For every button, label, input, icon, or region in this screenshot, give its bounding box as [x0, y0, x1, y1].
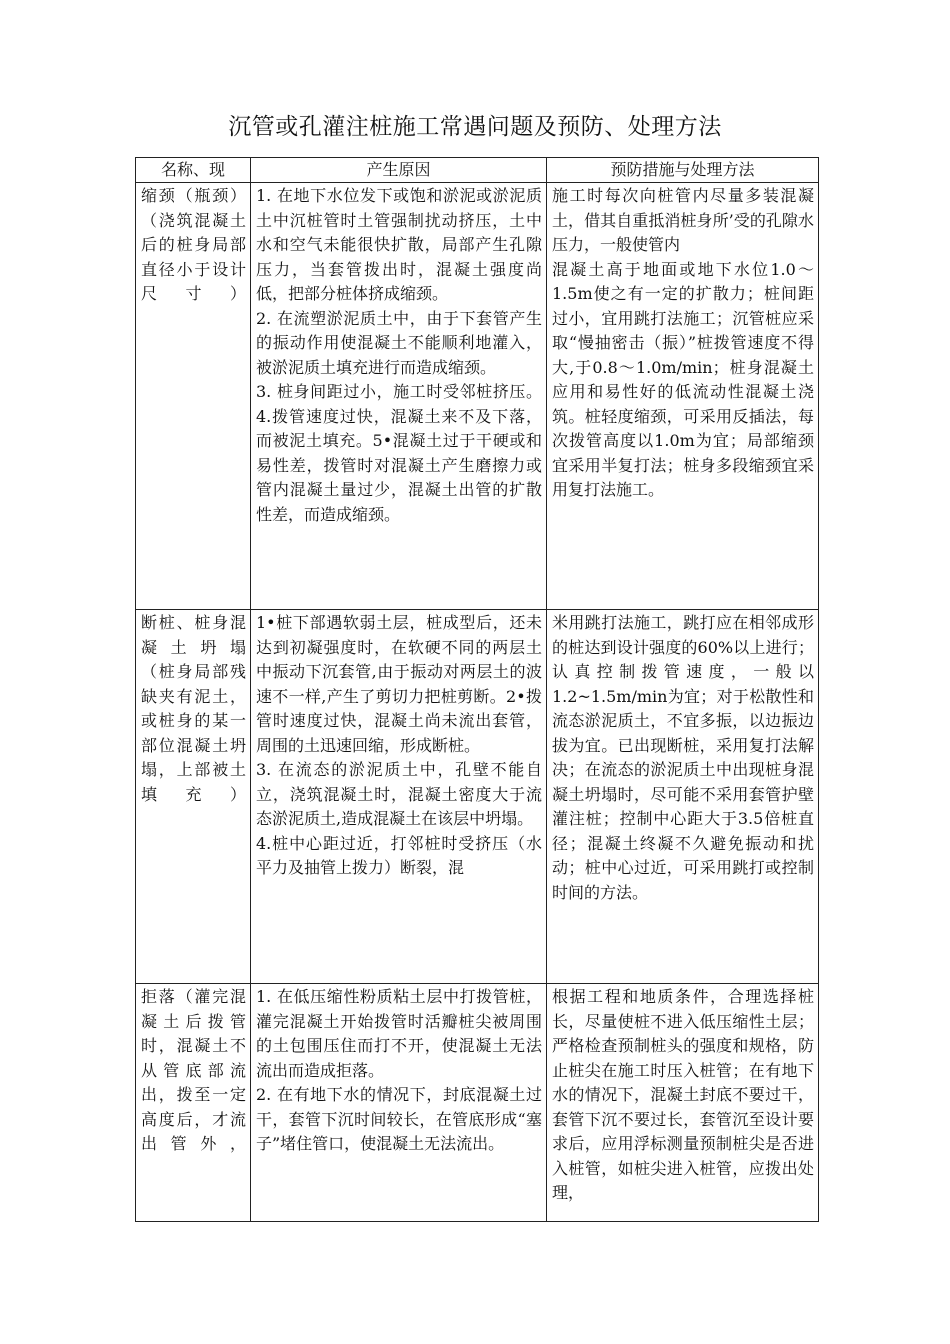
measure-item: 米用跳打法施工，跳打应在相邻成形的桩达到设计强度的60%以上进行；认真控制拨管速度，一般以1.2~1.5m/min为宜；对于松散性和流态淤泥质土，不宜多振，以边振边拔为宜。已出现断桩，采用复打法解决；在流态的淤泥质土中出现桩身混凝土坍塌时，尽可能不采用套管护壁灌注桩；控制中心距大于3.5倍桩直径；混凝土终凝不久避免振动和扰动；桩中心过近，可采用跳打或控制时间的方法。 — [552, 613, 814, 902]
row-causes-cell — [251, 984, 547, 1222]
row-causes-cell — [251, 183, 547, 610]
row-name-cell — [136, 984, 251, 1222]
row-causes-cell — [251, 610, 547, 984]
row-name: 缩颈（瓶颈）（浇筑混凝土后的桩身局部直径小于设计尺寸） — [141, 186, 246, 303]
row-name: 断桩、桩身混凝土坍塌 — [141, 613, 246, 657]
table-row — [136, 984, 819, 1222]
table-row — [136, 610, 819, 984]
problems-table — [135, 157, 819, 1222]
header-causes: 产生原因 — [251, 158, 547, 183]
row-name-cell — [136, 610, 251, 984]
row-name-cell — [136, 183, 251, 610]
cause-item: 4.桩中心距过近，打邻桩时受挤压（水平力及抽管上拨力）断裂，混 — [256, 833, 542, 877]
cause-item: 3. 桩身间距过小，施工时受邻桩挤压。4.拨管速度过快，混凝土来不及下落，而被泥土填充。5•混凝土过于干硬或和易性差，拨管时对混凝土产生磨擦力或管内混凝土量过少，混凝土出管的扩散性差，而造成缩颈。 — [256, 382, 542, 524]
cause-item: 2. 在流塑淤泥质土中，由于下套管产生的振动作用使混凝土不能顺利地灌入，被淤泥质土填充进行而造成缩颈。 — [256, 308, 542, 377]
measure-item: 混凝土高于地面或地下水位1.0〜1.5m使之有一定的扩散力；桩间距过小，宜用跳打法施工；沉管桩应采取“慢抽密击（振）”桩拨管速度不得大,于0.8〜1.0m/min；桩身混凝土应用和易性好的低流动性混凝土浇筑。桩轻度缩颈，可采用反插法，每次拨管高度以1.0m为宜；局部缩颈宜采用半复打法；桩身多段缩颈宜采用复打法施工。 — [552, 259, 814, 499]
header-name: 名称、现 — [136, 158, 251, 183]
cause-item: 3. 在流态的淤泥质土中，孔壁不能自立，浇筑混凝土时，混凝土密度大于流态淤泥质土,造成混凝土在该层中坍塌。 — [256, 760, 542, 828]
document-title: 沉管或孔灌注桩施工常遇问题及预防、处理方法 — [228, 114, 722, 140]
header-measures: 预防措施与处理方法 — [547, 158, 819, 183]
cause-item: 1•桩下部遇软弱土层，桩成型后，还未达到初凝强度时，在软硬不同的两层土中振动下沉套管,由于振动对两层土的波速不一样,产生了剪切力把桩剪断。2•拨管时速度过快，混凝土尚未流出套管，周围的土迅速回缩，形成断桩。 — [256, 613, 542, 755]
row-name-detail: （桩身局部残缺夹有泥土，或桩身的某一部位混凝土坍塌，上部被土填充） — [141, 662, 246, 804]
row-measures-cell — [547, 610, 819, 984]
table-header-row — [136, 158, 819, 183]
cause-item: 1. 在低压缩性粉质粘土层中打拨管桩，灌完混凝土开始拨管时活瓣桩尖被周围的土包围压住而打不开，使混凝土无法流出而造成拒落。 — [256, 987, 542, 1080]
cause-item: 1. 在地下水位发下或饱和淤泥或淤泥质土中沉桩管时土管强制扰动挤压，土中水和空气未能很快扩散，局部产生孔隙压力，当套管拨出时，混凝土强度尚低，把部分桩体挤成缩颈。 — [256, 186, 542, 303]
measure-item: 施工时每次向桩管内尽量多装混凝土，借其自重抵消桩身所’受的孔隙水压力，一般使管内 — [552, 186, 814, 254]
row-name: 拒落（灌完混凝土后拨管时，混凝土不从管底部流出，拨至一定高度后，才流出管外， — [141, 987, 246, 1153]
row-measures-cell — [547, 183, 819, 610]
cause-item: 2. 在有地下水的情况下，封底混凝土过干，套管下沉时间较长，在管底形成“塞子”堵住管口，使混凝土无法流出。 — [256, 1085, 542, 1153]
table-row — [136, 183, 819, 610]
measure-item: 根据工程和地质条件，合理选择桩长，尽量使桩不进入低压缩性土层；严格检查预制桩头的强度和规格，防止桩尖在施工时压入桩管；在有地下水的情况下，混凝土封底不要过干，套管下沉不要过长，套管沉至设计要求后，应用浮标测量预制桩尖是否进入桩管，如桩尖进入桩管，应拨出处理， — [552, 987, 814, 1202]
row-measures-cell — [547, 984, 819, 1222]
